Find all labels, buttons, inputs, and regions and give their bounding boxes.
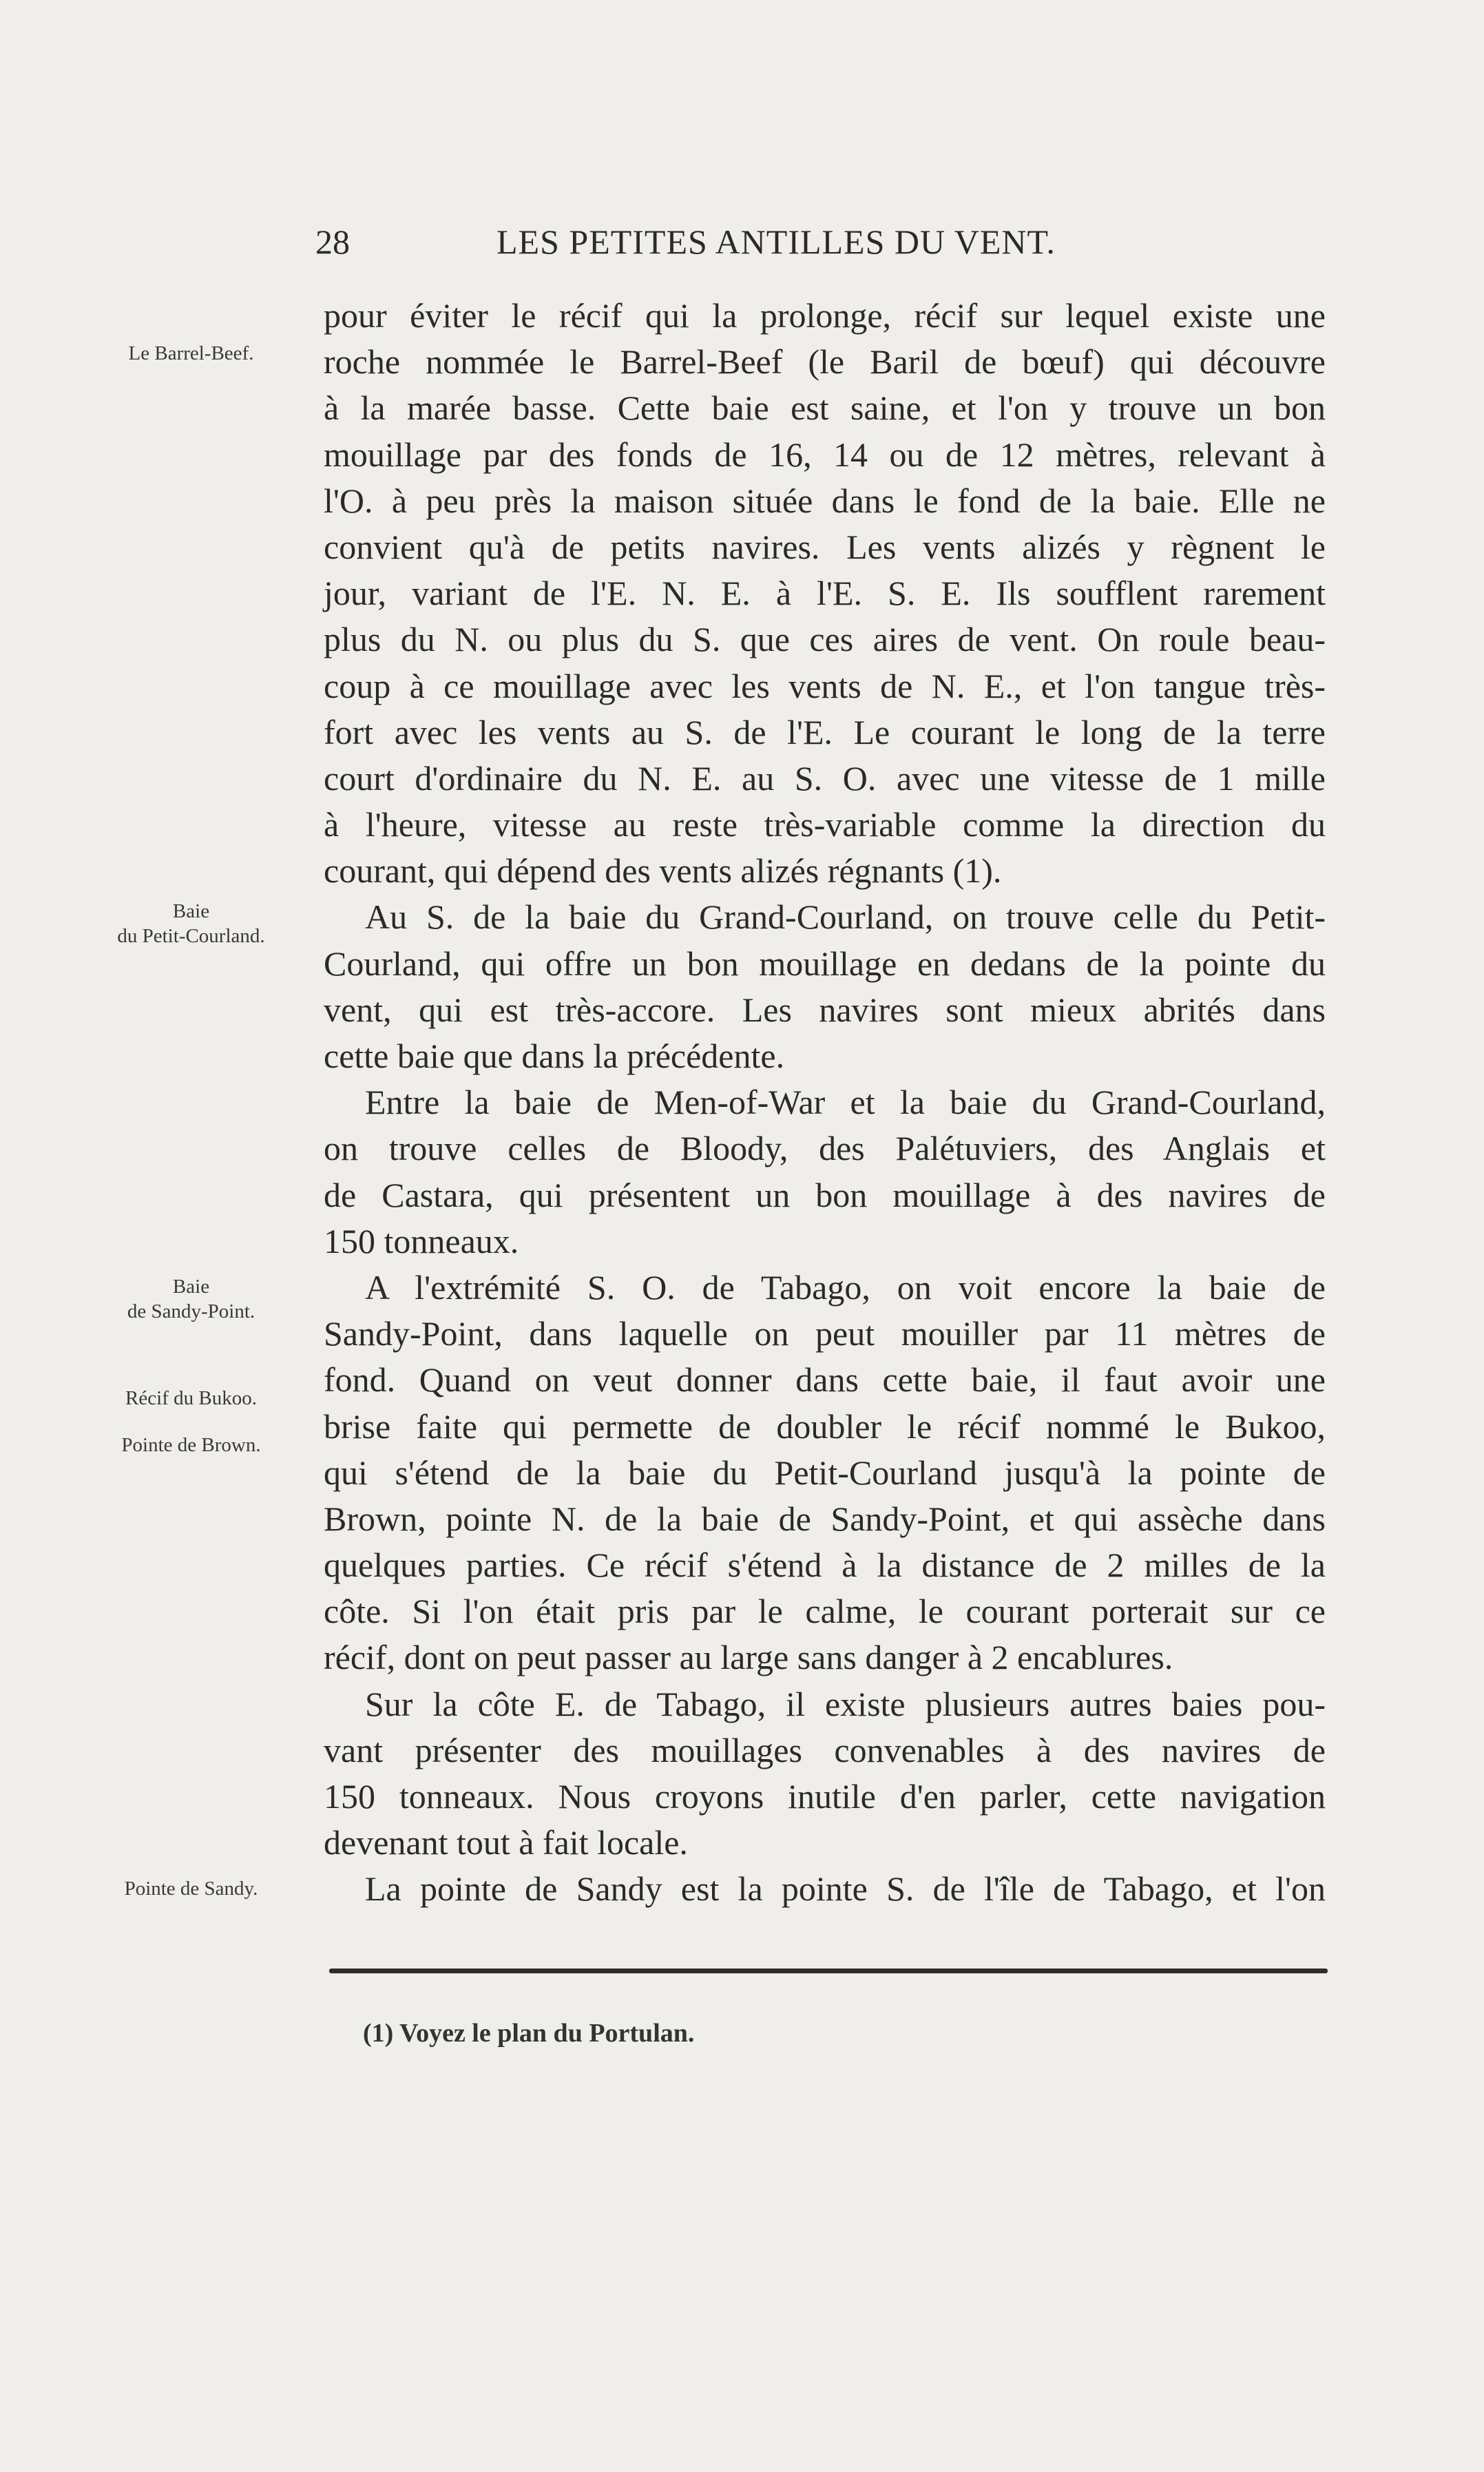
text-line: Courland, qui offre un bon mouillage en dedans de la pointe du — [324, 944, 1326, 983]
text-line: qui s'étend de la baie du Petit-Courland jusqu'à la pointe de — [324, 1453, 1326, 1492]
text-line: roche nommée le Barrel-Beef (le Baril de bœuf) qui découvre — [324, 342, 1326, 382]
text-line: Sandy-Point, dans laquelle on peut mouiller par 11 mètres de — [324, 1314, 1326, 1353]
margin-note-line: Récif du Bukoo. — [125, 1387, 257, 1409]
text-line: La pointe de Sandy est la pointe S. de l'île de Tabago, et l'on — [365, 1869, 1326, 1909]
margin-note-line: du Petit-Courland. — [117, 925, 265, 947]
margin-note-line: Pointe de Brown. — [121, 1434, 261, 1456]
running-title: LES PETITES ANTILLES DU VENT. — [497, 222, 1056, 261]
margin-note-barrel-beef — [83, 341, 300, 366]
paragraph — [324, 293, 1326, 894]
text-line: Entre la baie de Men-of-War et la baie du Grand-Courland, — [365, 1083, 1326, 1122]
text-line: cette baie que dans la précédente. — [324, 1037, 785, 1075]
margin-note-line: Le Barrel-Beef. — [128, 342, 254, 364]
text-line: courant, qui dépend des vents alizés régnants (1). — [324, 851, 1002, 891]
footnote-rule — [329, 1969, 1328, 1973]
text-line: 150 tonneaux. Nous croyons inutile d'en parler, cette navigation — [324, 1777, 1326, 1816]
paragraph — [324, 1079, 1326, 1265]
text-line: devenant tout à fait locale. — [324, 1823, 688, 1862]
text-line: mouillage par des fonds de 16, 14 ou de 12 mètres, relevant à — [324, 435, 1326, 474]
text-line: pour éviter le récif qui la prolonge, récif sur lequel existe une — [324, 296, 1326, 335]
text-line: fort avec les vents au S. de l'E. Le courant le long de la terre — [324, 712, 1326, 751]
text-line: Brown, pointe N. de la baie de Sandy-Point, et qui assèche dans — [324, 1499, 1326, 1538]
body-text — [324, 293, 1326, 1913]
text-line: on trouve celles de Bloody, des Palétuviers, des Anglais et — [324, 1129, 1326, 1168]
text-line: A l'extrémité S. O. de Tabago, on voit encore la baie de — [365, 1267, 1326, 1307]
paragraph — [324, 1866, 1326, 1912]
paragraph — [324, 1681, 1326, 1867]
margin-note-petit-courland — [83, 899, 300, 948]
margin-note-pointe-brown — [83, 1433, 300, 1457]
paragraph — [324, 894, 1326, 1079]
text-line: récif, dont on peut passer au large sans danger à 2 encablures. — [324, 1638, 1173, 1677]
text-line: plus du N. ou plus du S. que ces aires de vent. On roule beau- — [324, 620, 1326, 659]
text-line: brise faite qui permette de doubler le récif nommé le Bukoo, — [324, 1406, 1326, 1446]
text-line: jour, variant de l'E. N. E. à l'E. S. E. Ils soufflent rarement — [324, 574, 1326, 613]
margin-note-line: Pointe de Sandy. — [124, 1878, 258, 1900]
text-line: à la marée basse. Cette baie est saine, et l'on y trouve un bon — [324, 388, 1326, 428]
text-line: fond. Quand on veut donner dans cette baie, il faut avoir une — [324, 1360, 1326, 1400]
paragraph — [324, 1265, 1326, 1681]
margin-note-recif-bukoo — [83, 1386, 300, 1411]
text-line: Au S. de la baie du Grand-Courland, on trouve celle du Petit- — [365, 897, 1326, 937]
margin-note-line: de Sandy-Point. — [127, 1300, 255, 1322]
margin-note-line: Baie — [172, 900, 210, 922]
text-line: vant présenter des mouillages convenables à des navires de — [324, 1730, 1326, 1769]
margin-note-sandy-point — [83, 1274, 300, 1324]
page-header — [315, 222, 1324, 270]
text-line: 150 tonneaux. — [324, 1221, 519, 1260]
page-number: 28 — [315, 222, 350, 261]
margin-note-pointe-sandy — [83, 1876, 300, 1901]
text-line: l'O. à peu près la maison située dans le fond de la baie. Elle ne — [324, 481, 1326, 520]
text-line: côte. Si l'on était pris par le calme, le courant porterait sur ce — [324, 1592, 1326, 1631]
text-line: de Castara, qui présentent un bon mouillage à des navires de — [324, 1175, 1326, 1214]
text-line: convient qu'à de petits navires. Les vents alizés y règnent le — [324, 527, 1326, 566]
text-line: court d'ordinaire du N. E. au S. O. avec une vitesse de 1 mille — [324, 758, 1326, 798]
text-line: Sur la côte E. de Tabago, il existe plusieurs autres baies pou- — [365, 1684, 1326, 1723]
footnote: (1) Voyez le plan du Portulan. — [363, 2019, 695, 2048]
text-line: à l'heure, vitesse au reste très-variable comme la direction du — [324, 805, 1326, 844]
text-line: coup à ce mouillage avec les vents de N. E., et l'on tangue très- — [324, 666, 1326, 705]
text-line: quelques parties. Ce récif s'étend à la distance de 2 milles de la — [324, 1546, 1326, 1585]
text-line: vent, qui est très-accore. Les navires sont mieux abrités dans — [324, 990, 1326, 1029]
margin-note-line: Baie — [172, 1276, 210, 1298]
